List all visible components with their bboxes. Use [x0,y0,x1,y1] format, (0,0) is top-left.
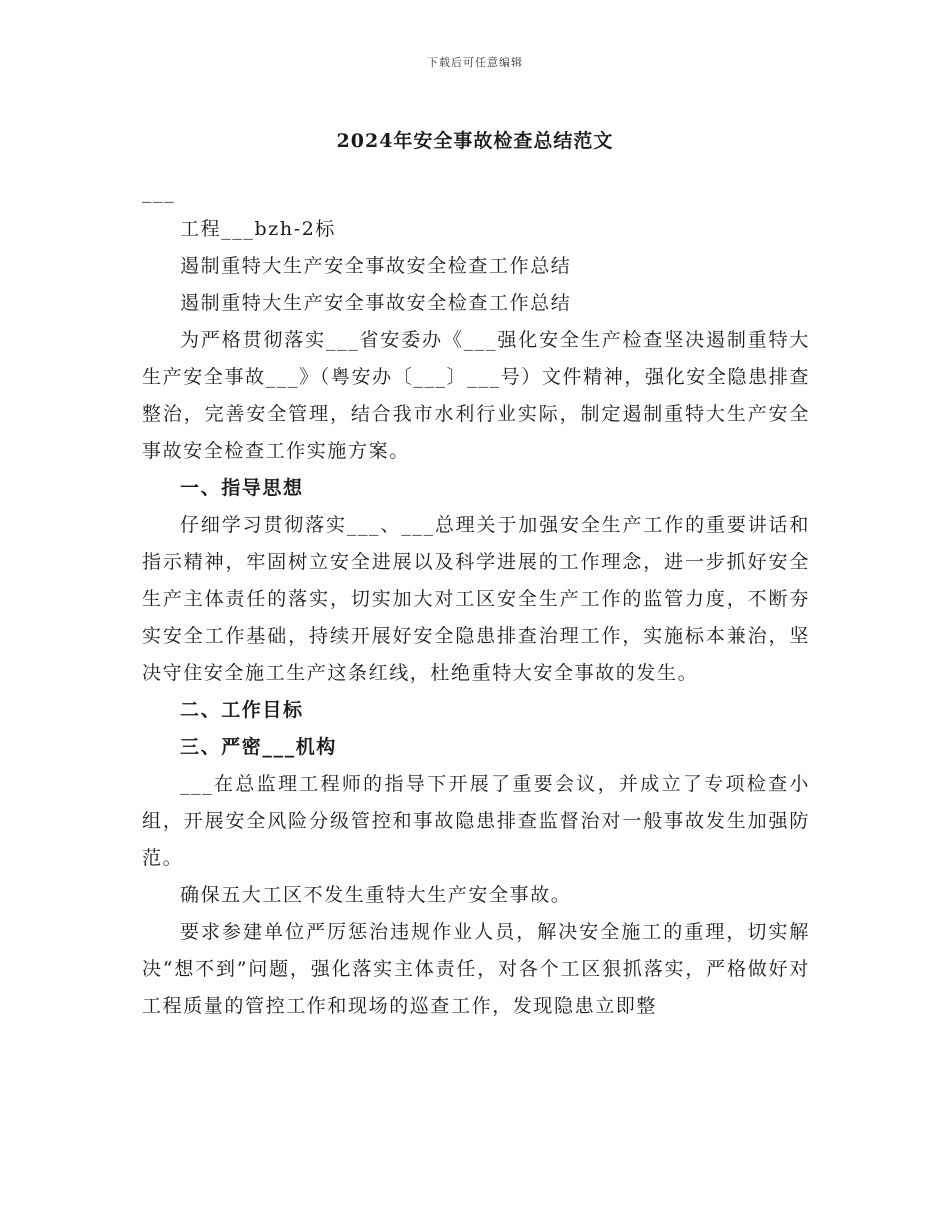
paragraph-list [142,211,810,1025]
body-paragraph: 仔细学习贯彻落实___、___总理关于加强安全生产工作的重要讲话和指示精神，牢固树立安全进展以及科学进展的工作理念，进一步抓好安全生产主体责任的落实，切实加大对工区安全生产工作的监管力度，不断夯实安全工作基础，持续开展好安全隐患排查治理工作，实施标本兼治，坚决守住安全施工生产这条红线，杜绝重特大安全事故的发生。 [142,514,810,684]
section-heading: 一、指导思想 [180,477,304,499]
body-paragraph: 遏制重特大生产安全事故安全检查工作总结 [180,292,572,314]
body-paragraph: 要求参建单位严厉惩治违规作业人员，解决安全施工的重理，切实解决“想不到”问题，强化落实主体责任，对各个工区狠抓落实，严格做好对工程质量的管控工作和现场的巡查工作，发现隐患立即整 [142,921,810,1017]
document-title: 2024年安全事故检查总结范文 [336,130,614,152]
top-blank-line: ___ [142,181,176,203]
body-paragraph: ___在总监理工程师的指导下开展了重要会议，并成立了专项检查小组，开展安全风险分级管控和事故隐患排查监督治对一般事故发生加强防范。 [142,773,810,869]
body-paragraph: 遏制重特大生产安全事故安全检查工作总结 [180,255,572,277]
body-paragraph: 为严格贯彻落实___省安委办《___强化安全生产检查坚决遏制重特大生产安全事故___》（粤安办〔___〕___号）文件精神，强化安全隐患排查整治，完善安全管理，结合我市水利行业实际，制定遏制重特大生产安全事故安全检查工作实施方案。 [142,329,810,462]
body-paragraph: 工程___bzh-2标 [180,218,337,240]
section-heading: 三、严密___机构 [180,736,337,758]
body-paragraph: 确保五大工区不发生重特大生产安全事故。 [180,884,572,906]
document-body [142,174,810,1025]
section-heading: 二、工作目标 [180,699,304,721]
header-note: 下载后可任意编辑 [427,56,523,69]
